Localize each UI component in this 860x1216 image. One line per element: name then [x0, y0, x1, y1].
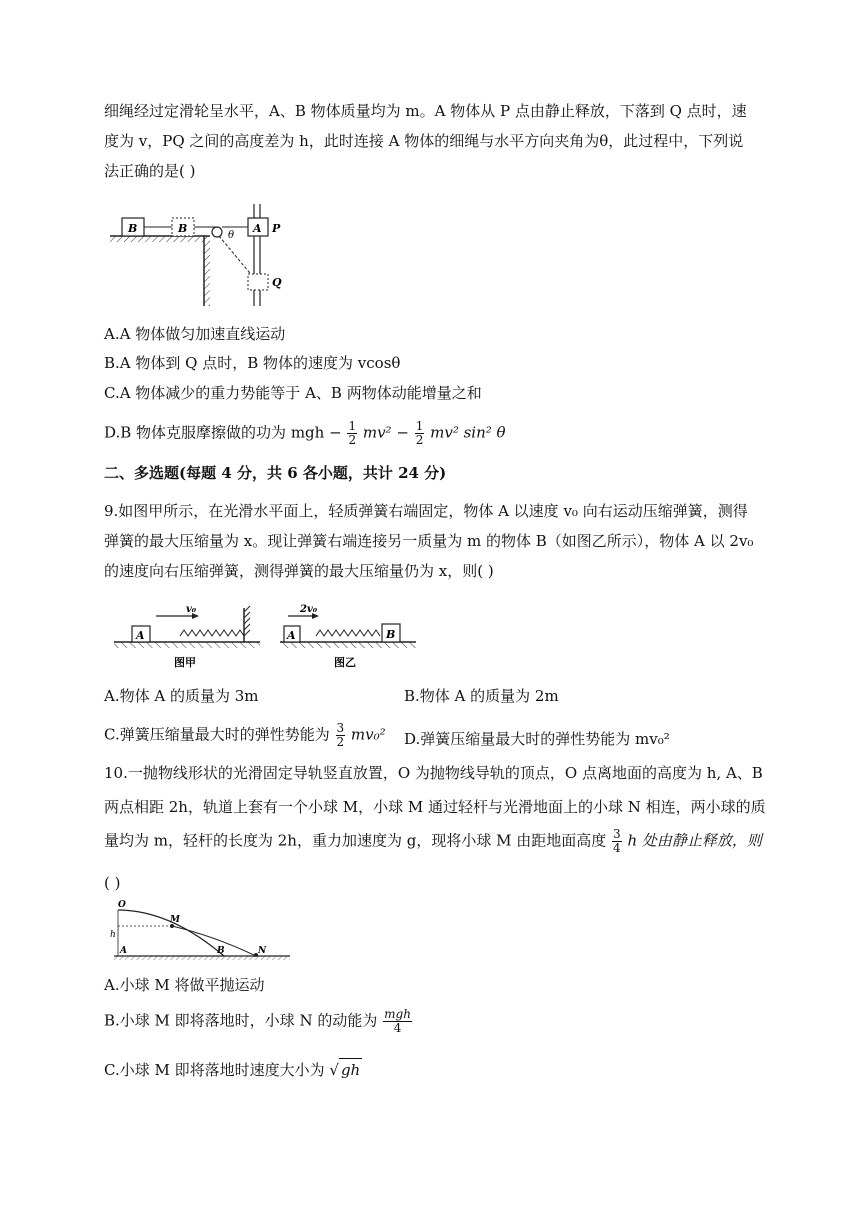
q10-option-b-frac: $\frac{\text{mgh}}{4}$ — [384, 1007, 411, 1035]
q8-label-q: Q — [272, 276, 282, 289]
q8-option-d — [104, 420, 506, 447]
q8-pulley-figure — [104, 198, 304, 310]
q9-spring-figures — [104, 600, 424, 672]
q8-option-d-frac1: $\frac{1}{2}$ — [348, 419, 357, 447]
q10-label-h: h — [110, 930, 116, 940]
q9-option-d: D.弹簧压缩量最大时的弹性势能为 mv₀² — [404, 730, 670, 748]
q10-label-n: N — [258, 946, 267, 956]
q10-stem-line2: 两点相距 2h，轨道上套有一个小球 M，小球 M 通过轻杆与光滑地面上的小球 N 相连，两小球的质 — [104, 798, 766, 816]
q8-option-b: B.A 物体到 Q 点时，B 物体的速度为 vcosθ — [104, 354, 401, 372]
q10-label-a: A — [120, 946, 127, 956]
q9-fig1-caption: 图甲 — [174, 656, 196, 669]
q8-label-theta: θ — [228, 230, 235, 241]
q10-label-o: O — [118, 900, 126, 910]
q9-fig2-label-a: A — [287, 629, 296, 642]
q9-fig1-label-a: A — [136, 629, 145, 642]
q9-fig1-label-v: v₀ — [186, 604, 197, 615]
q9-stem: 9.如图甲所示，在光滑水平面上，轻质弹簧右端固定，物体 A 以速度 v₀ 向右运动压缩弹簧，测得弹簧的最大压缩量为 x。现让弹簧右端连接另一质量为 m 的物体 B（如图乙所示），物体 A 以 2v₀ 的速度向右压缩弹簧，测得弹簧的最大压缩量仍为 x，则( ) — [104, 502, 754, 580]
q8-label-b2: B — [178, 222, 188, 235]
q9-option-b: B.物体 A 的质量为 2m — [404, 687, 559, 705]
q8-label-b1: B — [128, 222, 138, 235]
q8-label-a: A — [253, 222, 262, 235]
q9-fig2-label-b: B — [386, 628, 396, 641]
q8-option-d-prefix: D.B 物体克服摩擦做的功为 mgh − — [104, 423, 342, 442]
section-heading: 二、多选题(每题 4 分，共 6 各小题，共计 24 分) — [104, 464, 447, 482]
q8-option-c: C.A 物体减少的重力势能等于 A、B 两物体动能增量之和 — [104, 384, 482, 402]
q10-option-b: B.小球 M 即将落地时，小球 N 的动能为 $\frac{\text{mgh}}{4}$ — [104, 1007, 411, 1035]
q8-option-d-mid2: mv² sin² θ — [430, 423, 506, 442]
q10-option-a: A.小球 M 将做平抛运动 — [104, 976, 265, 994]
q9-fig2-caption: 图乙 — [334, 656, 356, 669]
q10-label-m: M — [170, 915, 180, 925]
q8-stem: 细绳经过定滑轮呈水平，A、B 物体质量均为 m。A 物体从 P 点由静止释放，下落到 Q 点时，速度为 v，PQ 之间的高度差为 h，此时连接 A 物体的细绳与水平方向夹角为θ，此过程中，下列说法正确的是( ) — [104, 102, 747, 180]
q8-option-d-frac2: $\frac{1}{2}$ — [415, 419, 424, 447]
q10-option-c-sqrt: gh — [339, 1058, 362, 1081]
q10-label-b: B — [217, 946, 225, 956]
q8-option-a: A.A 物体做匀加速直线运动 — [104, 325, 286, 343]
q10-stem-line1: 10.一抛物线形状的光滑固定导轨竖直放置，O 为抛物线导轨的顶点，O 点离地面的高度为 h, A、B — [104, 764, 763, 782]
q9-option-c: C.弹簧压缩量最大时的弹性势能为 $\frac{3}{2}$ mv₀² — [104, 721, 386, 749]
q10-stem-line4: ( ) — [104, 874, 121, 892]
q8-option-d-mid1: mv² − — [362, 423, 409, 442]
q10-stem-frac: $\frac{3}{4}$ — [613, 827, 621, 855]
q9-option-c-frac: $\frac{3}{2}$ — [336, 721, 345, 749]
q8-label-p: P — [272, 222, 281, 235]
q9-fig2-label-v: 2v₀ — [300, 604, 318, 615]
q10-stem-line3: 量均为 m，轻杆的长度为 2h，重力加速度为 g，现将小球 M 由距地面高度 $\frac{3}{4}$ h 处由静止释放，则 — [104, 827, 762, 855]
q10-option-c: C.小球 M 即将落地时速度大小为 √ gh — [104, 1058, 362, 1081]
q10-parabola-figure — [104, 896, 294, 966]
q9-option-a: A.物体 A 的质量为 3m — [104, 687, 259, 705]
